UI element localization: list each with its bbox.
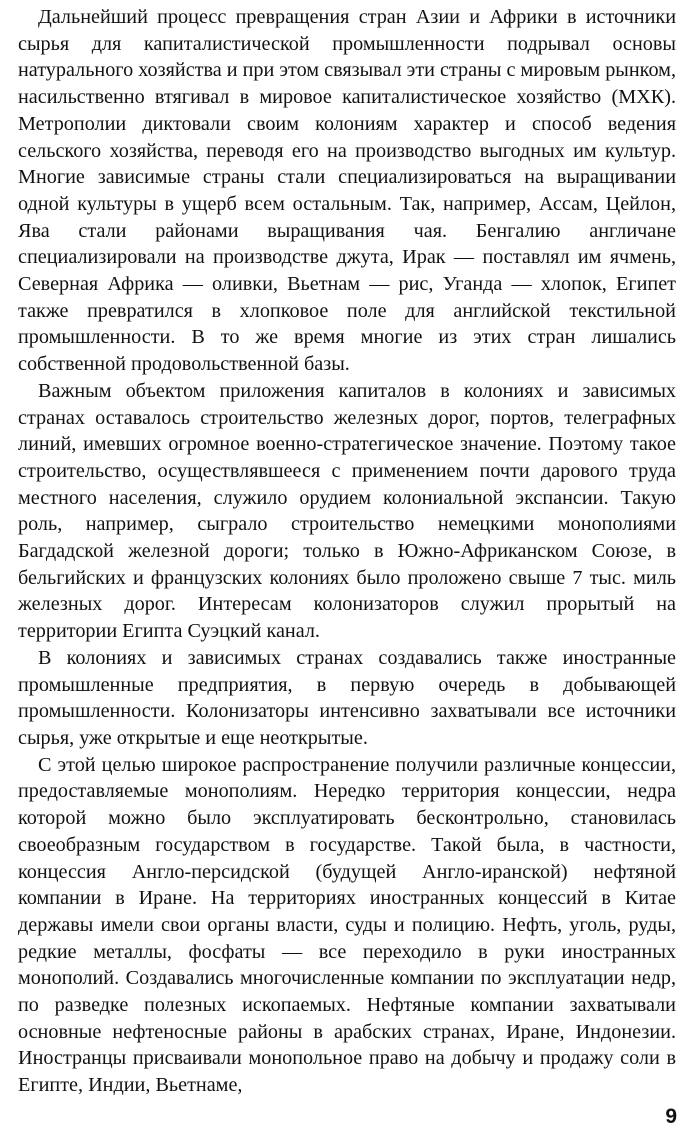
paragraph-4: С этой целью широкое распространение получили различные концессии, предоставляемые монополиям. Нередко территория концессии, недра которой можно было эксплуатировать бесконтрольно, становилась своеобразным государством в государстве. Такой была, в частности, концессия Англо-персидской (будущей Англо-иранской) нефтяной компании в Иране. На территориях иностранных концессий в Китае державы имели свои органы власти, суды и полицию. Нефть, уголь, руды, редкие металлы, фосфаты — все переходило в руки иностранных монополий. Создавались многочисленные компании по эксплуатации недр, по разведке полезных ископаемых. Нефтяные компании захватывали основные нефтеносные районы в арабских странах, Иране, Индонезии. Иностранцы присваивали монопольное право на добычу и продажу соли в Египте, Индии, Вьетнаме, — [18, 753, 676, 1097]
paragraph-1: Дальнейший процесс превращения стран Азии и Африки в источники сырья для капиталистической промышленности подрывал основы натурального хозяйства и при этом связывал эти страны с мировым рынком, насильственно втягивал в мировое капиталистическое хозяйство (МХК). Метрополии диктовали своим колониям характер и способ ведения сельского хозяйства, переводя его на производство выгодных им культур. Многие зависимые страны стали специализироваться на выращивании одной культуры в ущерб всем остальным. Так, например, Ассам, Цейлон, Ява стали районами выращивания чая. Бенгалию англичане специализировали на производстве джута, Ирак — поставлял им ячмень, Северная Африка — оливки, Вьетнам — рис, Уганда — хлопок, Египет также превратился в хлопковое поле для английской текстильной промышленности. В то же время многие из этих стран лишались собственной продовольственной базы. — [18, 6, 676, 376]
paragraph-3: В колониях и зависимых странах создавались также иностранные промышленные предприятия, в первую очередь в добывающей промышленности. Колонизаторы интенсивно захватывали все источники сырья, уже открытые и еще неоткрытые. — [18, 646, 676, 749]
paragraph-2: Важным объектом приложения капиталов в колониях и зависимых странах оставалось строительство железных дорог, портов, телеграфных линий, имевших огромное военно-стратегическое значение. Поэтому такое строительство, осуществлявшееся с применением почти дарового труда местного населения, служило орудием колониальной экспансии. Такую роль, например, сыграло строительство немецкими монополиями Багдадской железной дороги; только в Южно-Африканском Союзе, в бельгийских и французских колониях было проложено свыше 7 тыс. миль железных дорог. Интересам колонизаторов служил прорытый на территории Египта Суэцкий канал. — [18, 379, 676, 643]
page-number: 9 — [665, 1105, 677, 1128]
page-text — [18, 4, 676, 1099]
